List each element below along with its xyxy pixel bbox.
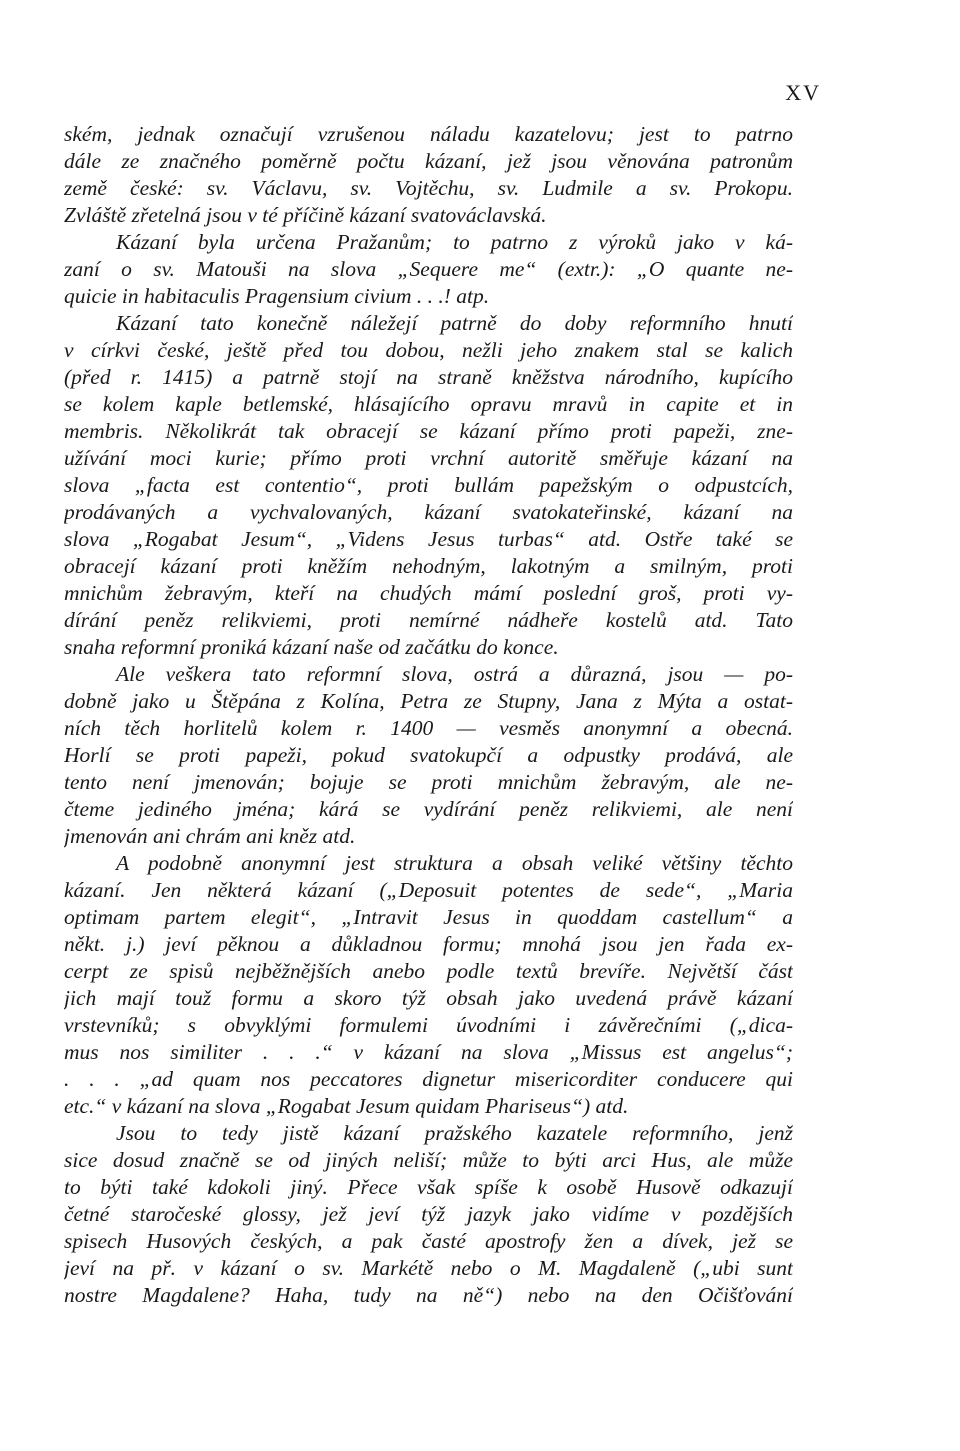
text-line: Jsou to tedy jistě kázaní pražského kazatele reformního, jenž bbox=[116, 1121, 793, 1145]
text-line: četné staročeské glossy, jež jeví týž jazyk jako vidíme v pozdějších bbox=[64, 1202, 793, 1226]
text-line: to býti také kdokoli jiný. Přece však spíše k osobě Husově odkazují bbox=[64, 1175, 793, 1199]
text-line: prodávaných a vychvalovaných, kázaní svatokateřinské, kázaní na bbox=[64, 500, 793, 524]
text-line: obracejí kázaní proti kněžím nehodným, lakotným a smilným, proti bbox=[64, 554, 793, 578]
text-line: spisech Husových českých, a pak časté apostrofy žen a dívek, jež se bbox=[64, 1229, 793, 1253]
text-line: vrstevníků; s obvyklými formulemi úvodními i závěrečními („dica- bbox=[64, 1013, 793, 1037]
text-line: někt. j.) jeví pěknou a důkladnou formu; mnohá jsou jen řada ex- bbox=[64, 932, 793, 956]
text-line: užívání moci kurie; přímo proti vrchní autoritě směřuje kázaní na bbox=[64, 446, 793, 470]
text-line: zaní o sv. Matouši na slova „Sequere me“ (extr.): „O quante ne- bbox=[64, 257, 793, 281]
text-line: mus nos similiter . . .“ v kázaní na slova „Missus est angelus“; bbox=[64, 1040, 793, 1064]
text-line: Horlí se proti papeži, pokud svatokupčí a odpustky prodává, ale bbox=[64, 743, 793, 767]
text-line: membris. Několikrát tak obracejí se kázaní přímo proti papeži, zne- bbox=[64, 419, 793, 443]
text-line: země české: sv. Václavu, sv. Vojtěchu, sv. Ludmile a sv. Prokopu. bbox=[64, 176, 793, 200]
paragraph bbox=[64, 310, 793, 661]
text-line: dobně jako u Štěpána z Kolína, Petra ze Stupny, Jana z Mýta a ostat- bbox=[64, 689, 793, 713]
text-line: tento není jmenován; bojuje se proti mnichům žebravým, ale ne- bbox=[64, 770, 793, 794]
text-line: jeví na př. v kázaní o sv. Markétě nebo o M. Magdaleně („ubi sunt bbox=[64, 1256, 793, 1280]
body-text bbox=[64, 121, 793, 1309]
paragraph bbox=[64, 1120, 793, 1309]
paragraph bbox=[64, 850, 793, 1120]
text-line: sice dosud značně se od jiných neliší; může to býti arci Hus, ale může bbox=[64, 1148, 793, 1172]
paragraph bbox=[64, 121, 793, 229]
text-line: dále ze značného poměrně počtu kázaní, jež jsou věnována patronům bbox=[64, 149, 793, 173]
text-line: jich mají touž formu a skoro týž obsah jako uvedená právě kázaní bbox=[64, 986, 793, 1010]
text-line: Kázaní byla určena Pražanům; to patrno z výroků jako v ká- bbox=[116, 230, 793, 254]
paragraph bbox=[64, 661, 793, 850]
text-line: snaha reformní proniká kázaní naše od začátku do konce. bbox=[64, 635, 559, 659]
text-line: slova „facta est contentio“, proti bullám papežským o odpustcích, bbox=[64, 473, 793, 497]
text-line: se kolem kaple betlemské, hlásajícího opravu mravů in capite et in bbox=[64, 392, 793, 416]
text-line: dírání peněz relikviemi, proti nemírné nádheře kostelů atd. Tato bbox=[64, 608, 793, 632]
text-line: (před r. 1415) a patrně stojí na straně kněžstva národního, kupícího bbox=[64, 365, 793, 389]
text-line: optimam partem elegit“, „Intravit Jesus in quoddam castellum“ a bbox=[64, 905, 793, 929]
page-number: XV bbox=[785, 80, 821, 105]
text-line: mnichům žebravým, kteří na chudých mámí poslední groš, proti vy- bbox=[64, 581, 793, 605]
text-line: jmenován ani chrám ani kněz atd. bbox=[64, 824, 356, 848]
text-line: čteme jediného jména; kárá se vydírání peněz relikviemi, ale není bbox=[64, 797, 793, 821]
paragraph bbox=[64, 229, 793, 310]
text-line: Zvláště zřetelná jsou v té příčině kázaní svatováclavská. bbox=[64, 203, 547, 227]
text-line: ském, jednak označují vzrušenou náladu kazatelovu; jest to patrno bbox=[64, 122, 793, 146]
text-line: cerpt ze spisů nejběžnějších anebo podle textů brevíře. Největší část bbox=[64, 959, 793, 983]
text-line: A podobně anonymní jest struktura a obsah veliké většiny těchto bbox=[116, 851, 793, 875]
text-line: quicie in habitaculis Pragensium civium . . .! atp. bbox=[64, 284, 490, 308]
text-line: slova „Rogabat Jesum“, „Videns Jesus turbas“ atd. Ostře také se bbox=[64, 527, 793, 551]
text-line: kázaní. Jen některá kázaní („Deposuit potentes de sede“, „Maria bbox=[64, 878, 793, 902]
text-line: Kázaní tato konečně náležejí patrně do doby reformního hnutí bbox=[116, 311, 793, 335]
text-line: etc.“ v kázaní na slova „Rogabat Jesum quidam Phariseus“) atd. bbox=[64, 1094, 629, 1118]
text-line: v církvi české, ještě před tou dobou, nežli jeho znakem stal se kalich bbox=[64, 338, 793, 362]
text-line: nostre Magdalene? Haha, tudy na ně“) nebo na den Očišťování bbox=[64, 1283, 793, 1307]
text-line: . . . „ad quam nos peccatores dignetur misericorditer conducere qui bbox=[64, 1067, 793, 1091]
text-line: ních těch horlitelů kolem r. 1400 — vesměs anonymní a obecná. bbox=[64, 716, 793, 740]
text-line: Ale veškera tato reformní slova, ostrá a důrazná, jsou — po- bbox=[116, 662, 793, 686]
